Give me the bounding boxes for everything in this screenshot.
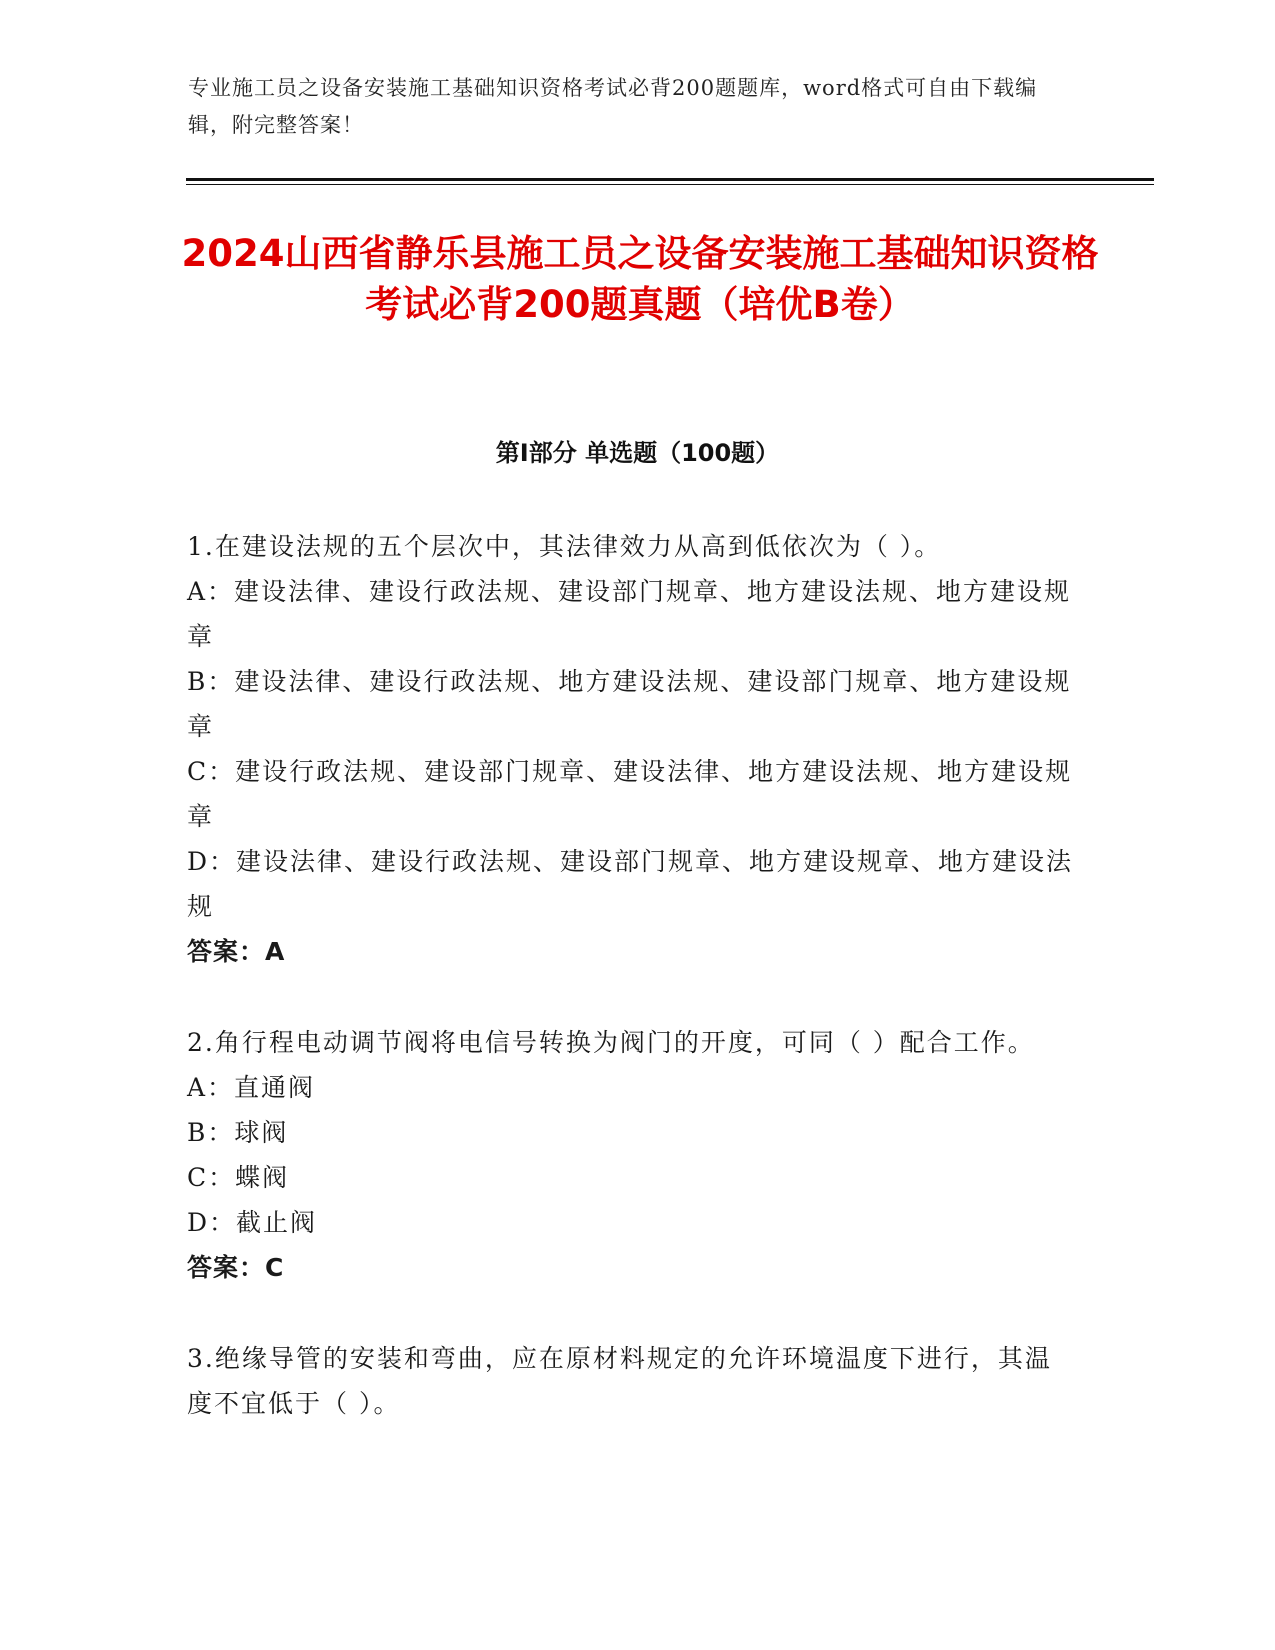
question-stem: 2.角行程电动调节阀将电信号转换为阀门的开度，可同（ ）配合工作。	[187, 1028, 1035, 1057]
option-d: D：建设法律、建设行政法规、建设部门规章、地方建设规章、地方建设法规	[187, 847, 1074, 921]
option-d: D：截止阀	[187, 1208, 318, 1237]
option-a: A：建设法律、建设行政法规、建设部门规章、地方建设法规、地方建设规章	[187, 577, 1072, 651]
question-2	[187, 1020, 1077, 1290]
header-rule-thick	[186, 178, 1154, 181]
question-1	[187, 524, 1077, 974]
answer: 答案：A	[187, 937, 286, 966]
answer: 答案：C	[187, 1253, 285, 1282]
question-stem: 1.在建设法规的五个层次中，其法律效力从高到低依次为（ ）。	[187, 532, 942, 561]
header-rule-thin	[186, 184, 1154, 185]
section-title: 第I部分 单选题（100题）	[495, 439, 780, 467]
document-title: 2024山西省静乐县施工员之设备安装施工基础知识资格考试必背200题真题（培优B卷）	[181, 232, 1099, 326]
option-a: A：直通阀	[187, 1073, 316, 1102]
option-b: B：球阀	[187, 1118, 289, 1147]
question-list	[187, 524, 1077, 1472]
question-stem: 3.绝缘导管的安装和弯曲，应在原材料规定的允许环境温度下进行，其温度不宜低于（ ）。	[187, 1344, 1052, 1418]
question-3	[187, 1336, 1077, 1426]
option-b: B：建设法律、建设行政法规、地方建设法规、建设部门规章、地方建设规章	[187, 667, 1072, 741]
header-note: 专业施工员之设备安装施工基础知识资格考试必背200题题库，word格式可自由下载编辑，附完整答案！	[188, 76, 1038, 137]
option-c: C：建设行政法规、建设部门规章、建设法律、地方建设法规、地方建设规章	[187, 757, 1073, 831]
option-c: C：蝶阀	[187, 1163, 290, 1192]
